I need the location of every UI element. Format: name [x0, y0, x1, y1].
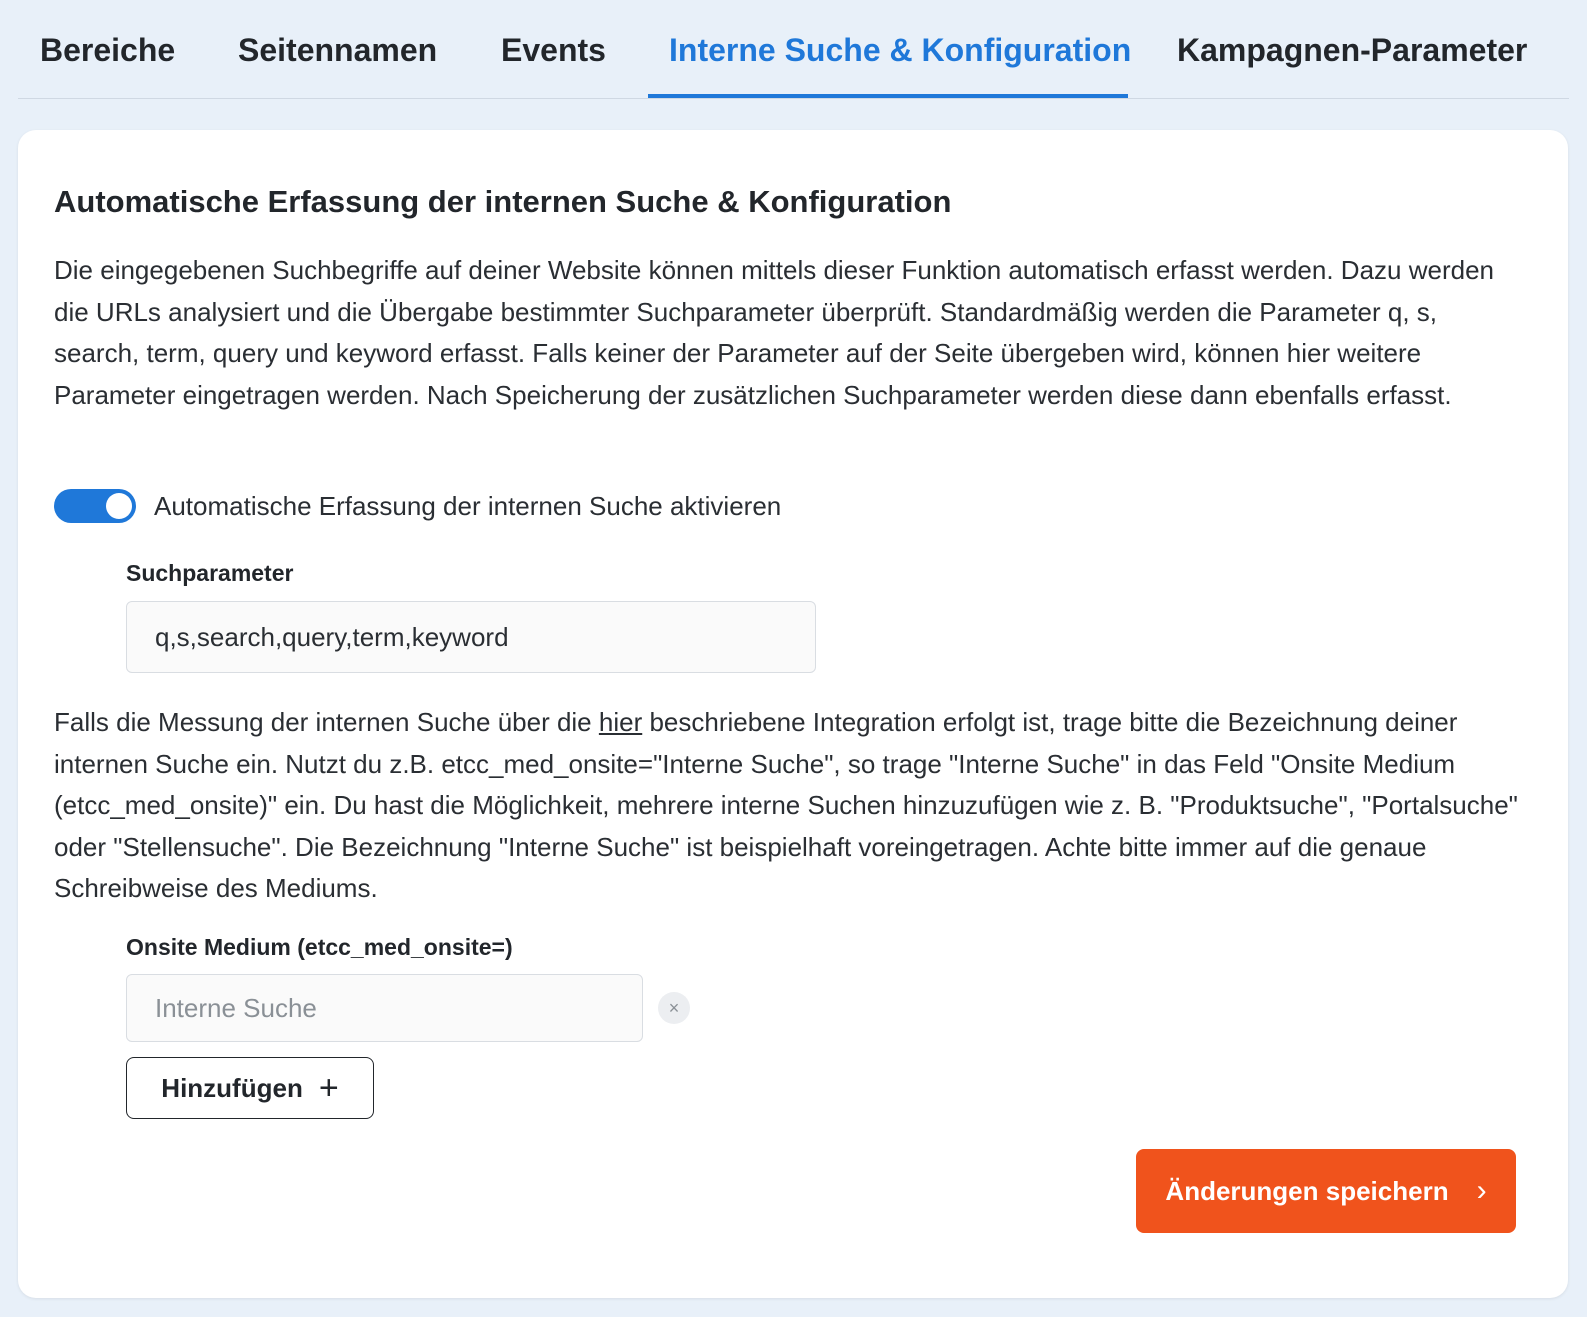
integration-link[interactable]: hier [598, 707, 643, 737]
save-button[interactable] [1136, 1149, 1516, 1233]
clear-icon[interactable]: × [658, 992, 690, 1024]
toggle-label: Automatische Erfassung der internen Suche aktivieren [154, 490, 782, 521]
active-tab-indicator [648, 94, 1128, 98]
add-button[interactable] [126, 1057, 374, 1119]
onsite-medium-label: Onsite Medium (etcc_med_onsite=) [126, 934, 513, 960]
chevron-right-icon: › [1476, 1174, 1487, 1207]
search-params-label: Suchparameter [126, 560, 294, 586]
save-button-label: Änderungen speichern [1165, 1175, 1449, 1206]
plus-icon: + [318, 1069, 339, 1107]
toggle-row [54, 488, 781, 524]
tab-events[interactable]: Events [501, 32, 606, 68]
tab-kampagnen-parameter[interactable]: Kampagnen-Parameter [1177, 32, 1528, 68]
onsite-medium-input[interactable] [126, 974, 643, 1042]
integration-text-after: beschriebene Integration erfolgt ist, trage bitte die Bezeichnung deiner internen Suche ein. Nutzt du z.B. etcc_med_onsite="Interne Suche", so trage "Interne Suche" in das Feld "Onsite Medium (etcc_med_onsite)" ein. Du hast die Möglichkeit, mehrere interne Suchen hinzuzufügen wie z. B. "Produktsuche", "Portalsuche" oder "Stellensuche". Die Bezeichnung "Interne Suche" ist beispielhaft voreingetragen. Achte bitte immer auf die genaue Schreibweise des Mediums. [54, 707, 1518, 903]
search-params-input[interactable] [126, 601, 816, 673]
toggle-knob [106, 493, 132, 519]
settings-card [18, 130, 1568, 1298]
tab-bereiche[interactable]: Bereiche [40, 32, 176, 68]
tab-bar [18, 0, 1569, 99]
add-button-label: Hinzufügen [161, 1072, 303, 1103]
description-text: Die eingegebenen Suchbegriffe auf deiner Website können mittels dieser Funktion automatisch erfasst werden. Dazu werden die URLs analysiert und die Übergabe bestimmter Suchparameter überprüft. Standardmäßig werden die Parameter q, s, search, term, query und keyword erfasst. Falls keiner der Parameter auf der Seite übergeben wird, können hier weitere Parameter eingetragen werden. Nach Speicherung der zusätzlichen Suchparameter werden diese dann ebenfalls erfasst. [54, 255, 1494, 410]
card-title: Automatische Erfassung der internen Suche & Konfiguration [54, 184, 952, 219]
integration-text [54, 702, 1524, 910]
auto-search-toggle[interactable] [54, 489, 136, 523]
tab-interne-suche[interactable]: Interne Suche & Konfiguration [669, 32, 1132, 68]
integration-text-before: Falls die Messung der internen Suche über die [54, 707, 599, 737]
tab-seitennamen[interactable]: Seitennamen [238, 32, 438, 68]
